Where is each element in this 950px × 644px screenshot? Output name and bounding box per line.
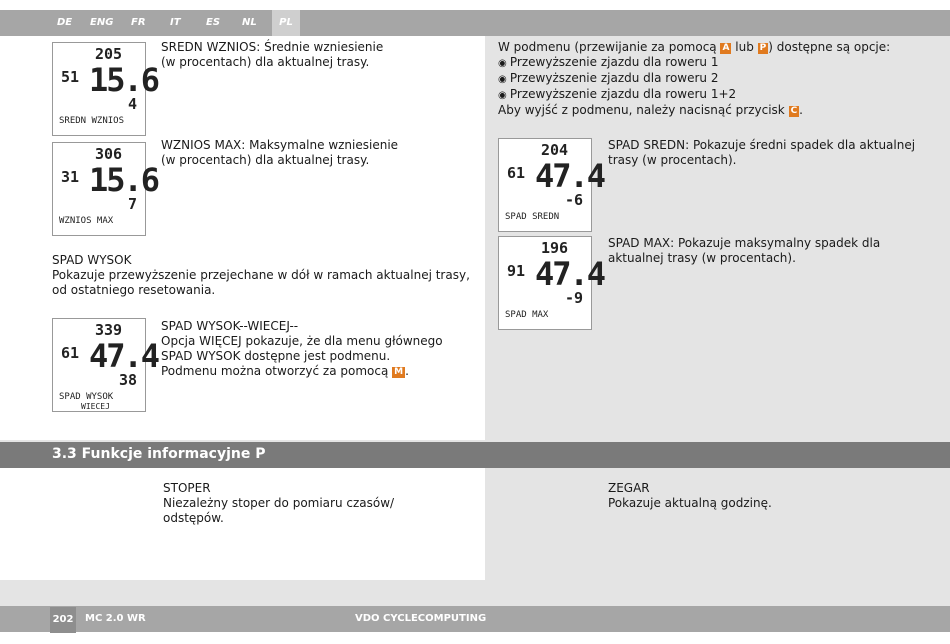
stoper-text2: odstępów. — [163, 511, 224, 525]
zegar-title: ZEGAR — [608, 481, 650, 495]
submenu-intro-or: lub — [731, 40, 758, 54]
lcd-value: -9 — [564, 289, 583, 307]
lcd-label: SREDN WZNIOS — [59, 116, 125, 126]
spad-wysok-text2: od ostatniego resetowania. — [52, 283, 216, 297]
lang-pl[interactable]: PL — [272, 10, 300, 36]
lcd-big: 47.4 — [535, 255, 605, 293]
lcd-display — [498, 138, 605, 232]
lang-nl[interactable]: NL — [242, 17, 257, 28]
lcd-mid: 31 — [61, 168, 80, 186]
c-key-icon: C — [790, 106, 798, 116]
lcd-value: 7 — [127, 195, 137, 213]
lcd-value: -6 — [564, 191, 583, 209]
lcd-label: SPAD SREDN — [505, 212, 560, 222]
footer — [0, 606, 950, 644]
spad-max-text: Pokazuje maksymalny spadek dla — [674, 236, 881, 250]
spad-max-desc — [608, 236, 880, 266]
wiecej-text3: Podmenu można otworzyć za pomocą — [161, 364, 389, 378]
option-bike2: ◉ Przewyższenie zjazdu dla roweru 2 — [498, 71, 890, 87]
submenu-intro: W podmenu (przewijanie za pomocą — [498, 40, 721, 54]
spad-sredn-text2: trasy (w procentach). — [608, 153, 737, 167]
lcd-label: SPAD WYSOK — [59, 392, 114, 402]
wiecej-text1: Opcja WIĘCEJ pokazuje, że dla menu głównego — [161, 334, 443, 348]
footer-brand: VDO CYCLECOMPUTING — [355, 613, 487, 624]
lcd-big: 15.6 — [89, 161, 159, 199]
lcd-display — [52, 318, 159, 412]
lang-eng[interactable]: ENG — [90, 17, 114, 28]
stoper-title: STOPER — [163, 481, 211, 495]
sredn-wznios-text: Średnie wzniesienie — [260, 40, 384, 54]
lcd-mid: 51 — [61, 68, 80, 86]
sredn-wznios-text2: (w procentach) dla aktualnej trasy. — [161, 55, 370, 69]
stoper-text1: Niezależny stoper do pomiaru czasów/ — [163, 496, 395, 510]
sredn-wznios-desc — [161, 40, 383, 70]
lcd-top: 204 — [541, 141, 569, 159]
lcd-label: SPAD MAX — [505, 310, 549, 320]
wznios-max-desc — [161, 138, 398, 168]
lcd-big: 47.4 — [89, 337, 159, 375]
section-title: 3.3 Funkcje informacyjne P — [52, 446, 266, 462]
spad-wysok-wiecej-title: SPAD WYSOK--WIECEJ-- — [161, 319, 299, 333]
exit-text: Aby wyjść z podmenu, należy nacisnąć przycisk — [498, 103, 789, 117]
lcd-top: 306 — [95, 145, 123, 163]
wznios-max-text2: (w procentach) dla aktualnej trasy. — [161, 153, 370, 167]
spad-max-text2: aktualnej trasy (w procentach). — [608, 251, 796, 265]
lcd-big: 15.6 — [89, 61, 159, 99]
spad-sredn-text: Pokazuje średni spadek dla aktualnej — [689, 138, 916, 152]
lcd-value: 4 — [127, 95, 137, 113]
lcd-top: 196 — [541, 239, 569, 257]
option-bike12: ◉ Przewyższenie zjazdu dla roweru 1+2 — [498, 87, 890, 103]
spad-wysok-text: Pokazuje przewyższenie przejechane w dół w ramach aktualnej trasy, — [52, 268, 470, 282]
spad-wysok-title: SPAD WYSOK — [52, 253, 132, 267]
lcd-big: 47.4 — [535, 157, 605, 195]
spad-sredn-desc — [608, 138, 915, 168]
lcd-label: WZNIOS MAX — [59, 216, 114, 226]
lcd-display — [52, 142, 159, 236]
wznios-max-text: Maksymalne wzniesienie — [245, 138, 399, 152]
page-number: 202 — [50, 607, 76, 633]
option-bike1: ◉ Przewyższenie zjazdu dla roweru 1 — [498, 55, 890, 71]
sredn-wznios-title: SREDN WZNIOS: — [161, 40, 261, 54]
lcd-display — [498, 236, 605, 330]
zegar-desc — [608, 481, 772, 511]
wznios-max-title: WZNIOS MAX: — [161, 138, 246, 152]
lcd-label2: WIECEJ — [81, 402, 110, 411]
footer-model: MC 2.0 WR — [85, 613, 146, 624]
lcd-mid: 61 — [61, 344, 80, 362]
m-key-icon: M — [394, 367, 404, 377]
lcd-top: 205 — [95, 45, 123, 63]
lcd-mid: 91 — [507, 262, 526, 280]
spad-wysok-wiecej-desc: SPAD WYSOK--WIECEJ-- Opcja WIĘCEJ pokazuje, że dla menu głównego SPAD WYSOK dostępne jest podmenu. Podmenu można otworzyć za pomocą M . — [161, 319, 443, 378]
lang-fr[interactable]: FR — [131, 17, 146, 28]
spad-wysok-desc — [52, 253, 470, 298]
zegar-text: Pokazuje aktualną godzinę. — [608, 496, 772, 510]
p-key-icon: P — [759, 43, 767, 53]
lcd-value: 38 — [118, 371, 137, 389]
lang-de[interactable]: DE — [57, 17, 73, 28]
wiecej-text2: SPAD WYSOK dostępne jest podmenu. — [161, 349, 391, 363]
lang-it[interactable]: IT — [170, 17, 181, 28]
lcd-display — [52, 42, 159, 136]
stoper-desc — [163, 481, 394, 526]
spad-max-title: SPAD MAX: — [608, 236, 675, 250]
lcd-mid: 61 — [507, 164, 526, 182]
lcd-top: 339 — [95, 321, 123, 339]
spad-sredn-title: SPAD SREDN: — [608, 138, 690, 152]
lang-es[interactable]: ES — [206, 17, 221, 28]
submenu-desc: W podmenu (przewijanie za pomocą A lub P ) dostępne są opcje: ◉ Przewyższenie zjazdu dla roweru 1 ◉ Przewyższenie zjazdu dla roweru 2 ◉ Przewyższenie zjazdu dla roweru 1+2 Aby wyjść z podmenu, należy nacisnąć przycisk C . — [498, 40, 890, 118]
a-key-icon: A — [722, 43, 730, 53]
submenu-intro-end: ) dostępne są opcje: — [768, 40, 891, 54]
